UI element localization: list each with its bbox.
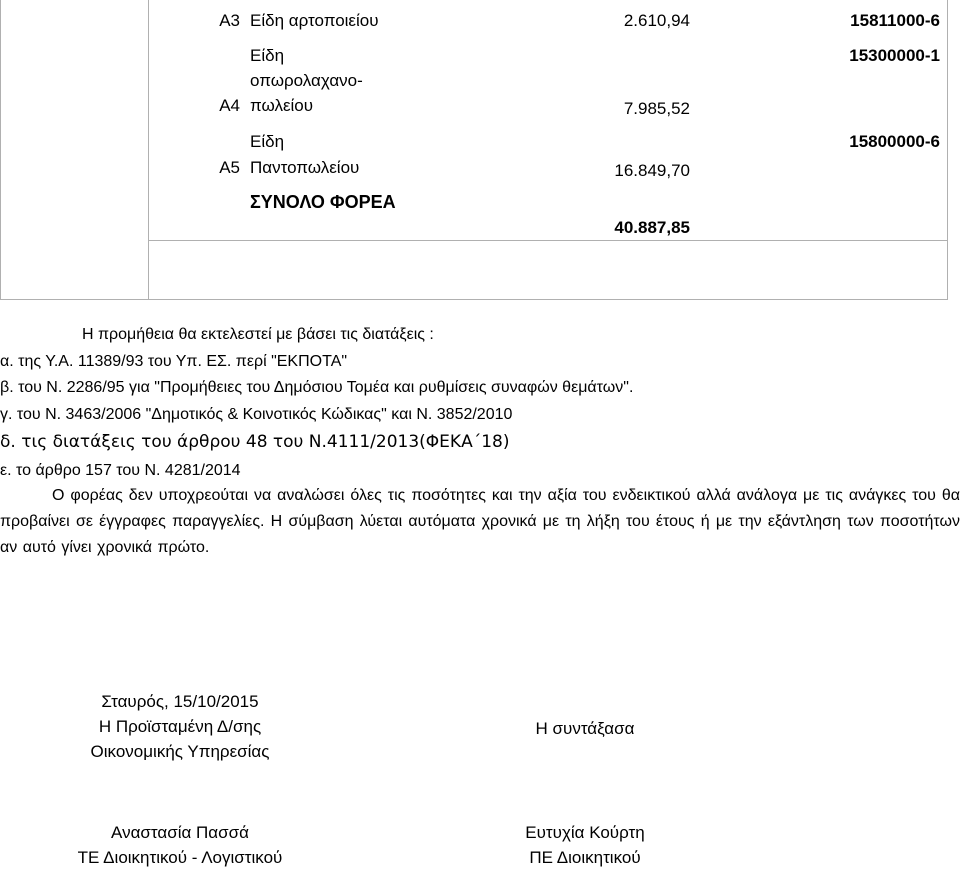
row-amount: 16.849,70 [614,161,690,180]
row-description: Είδη [250,132,285,151]
provision-item: δ. τις διατάξεις του άρθρου 48 του Ν.4111/2013(ΦΕΚΑ΄18) [0,432,510,452]
right-signatory-role: ΠΕ Διοικητικού [529,848,641,867]
left-signatory-role: ΤΕ Διοικητικού - Λογιστικού [77,848,283,867]
row-description: οπωρολαχανο- [250,71,363,90]
row-amount: 7.985,52 [623,99,690,118]
row-description: Είδη [250,46,285,65]
row-cpv-code: 15800000-6 [849,132,940,151]
contract-paragraph: Ο φορέας δεν υποχρεούται να αναλώσει όλες τις ποσότητες και την αξία του ενδεικτικού αλλά ανάλογα με τις ανάγκες του θα προβαίνει σε έγγραφες παραγγελίες. Η σύμβαση λύεται αυτόματα χρονικά με τη λήξη του έτους ή με την εξάντληση των ποσοτήτων αν αυτό γίνει χρονικά πρώτο. [0,487,960,556]
table-row-divider [148,240,948,241]
table-border-left [0,0,1,300]
total-amount: 40.887,85 [614,218,690,237]
place-date: Σταυρός, 15/10/2015 [101,692,259,711]
provision-item: β. του Ν. 2286/95 για "Προμήθειες του Δημόσιου Τομέα και ρυθμίσεις συναφών θεμάτων". [0,379,634,396]
row-amount: 2.610,94 [623,11,690,30]
row-description: Είδη αρτοποιείου [250,11,379,30]
provision-item: γ. του Ν. 3463/2006 "Δημοτικός & Κοινοτικός Κώδικας" και Ν. 3852/2010 [0,406,513,423]
left-signatory-title: Η Προϊσταμένη Δ/σης [98,717,262,736]
row-description: πωλείου [250,96,314,115]
row-code: A3 [219,11,240,30]
provisions-intro: Η προμήθεια θα εκτελεστεί με βάσει τις διατάξεις : [82,326,434,343]
table-border-bottom [0,299,948,300]
row-code: A5 [219,158,240,177]
right-signatory-name: Ευτυχία Κούρτη [525,823,645,842]
row-cpv-code: 15811000-6 [850,11,940,30]
row-code: A4 [219,96,240,115]
left-signatory-department: Οικονομικής Υπηρεσίας [90,742,270,761]
table-border-right [947,0,948,300]
provision-item: ε. το άρθρο 157 του Ν. 4281/2014 [0,462,241,479]
table-border-col1 [148,0,149,300]
row-description: Παντοπωλείου [250,158,360,177]
total-label: ΣΥΝΟΛΟ ΦΟΡΕΑ [250,192,396,212]
provision-item: α. της Υ.Α. 11389/93 του Υπ. ΕΣ. περί "ΕΚΠΟΤΑ" [0,353,348,370]
left-signatory-name: Αναστασία Πασσά [111,823,249,842]
right-signatory-title: Η συντάξασα [535,719,635,738]
row-cpv-code: 15300000-1 [849,46,940,65]
